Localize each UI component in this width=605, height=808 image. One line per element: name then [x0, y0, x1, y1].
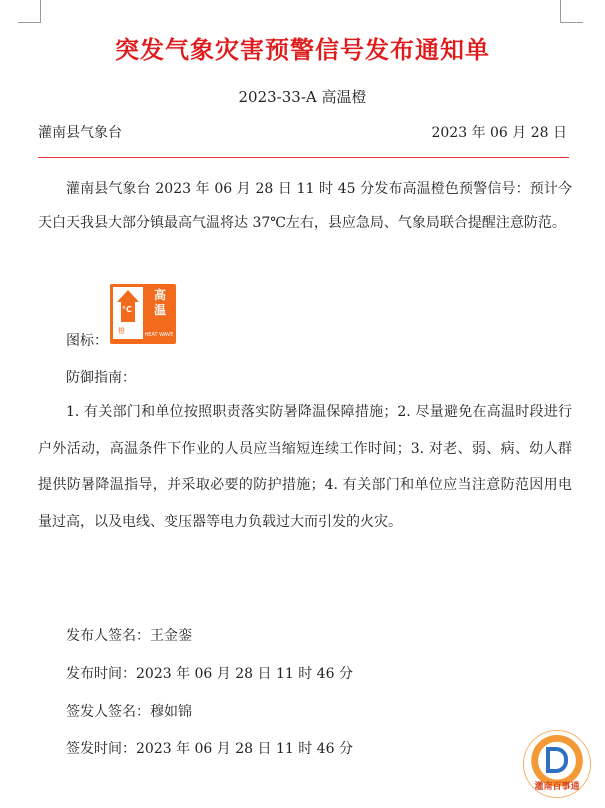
app-logo-icon [523, 730, 591, 798]
issue-time: 签发时间：2023 年 06 月 28 日 11 时 46 分 [66, 741, 353, 757]
warning-intro: 灌南县气象台 2023 年 06 月 28 日 11 时 45 分发布高温橙色预警信号：预计今天白天我县大部分镇最高气温将达 37℃左右，县应急局、气象局联合提醒注意防范。 [38, 181, 572, 231]
document-title: 突发气象灾害预警信号发布通知单 [115, 36, 490, 64]
page-corner-mark [560, 0, 583, 23]
document-code: 2023-33-A 高温橙 [238, 88, 367, 106]
page-corner-mark [18, 0, 41, 23]
publish-time: 发布时间：2023 年 06 月 28 日 11 时 46 分 [66, 666, 353, 682]
defense-guide-label: 防御指南： [66, 370, 136, 386]
issue-date: 2023 年 06 月 28 日 [431, 125, 567, 141]
icon-label: 图标： [66, 333, 108, 349]
defense-guide-text: 1. 有关部门和单位按照职责落实防暑降温保障措施；2. 尽量避免在高温时段进行户外活动，高温条件下作业的人员应当缩短连续工作时间；3. 对老、弱、病、幼人群提供防暑降温指导，并采取必要的防护措施；4. 有关部门和单位应当注意防范因用电量过高，以及电线、变压器等电力负载过大而引发的火灾。 [38, 404, 572, 530]
issuer-signature: 签发人签名：穆如锦 [66, 704, 192, 720]
watermark-text: 灌南百事通 [534, 782, 580, 792]
heat-wave-orange-signal-icon: °C 橙 高 温 HEAT WAVE [110, 284, 176, 344]
publisher-signature: 发布人签名：王金銮 [66, 628, 192, 644]
issuing-organization: 灌南县气象台 [38, 125, 122, 141]
red-divider [38, 157, 569, 158]
